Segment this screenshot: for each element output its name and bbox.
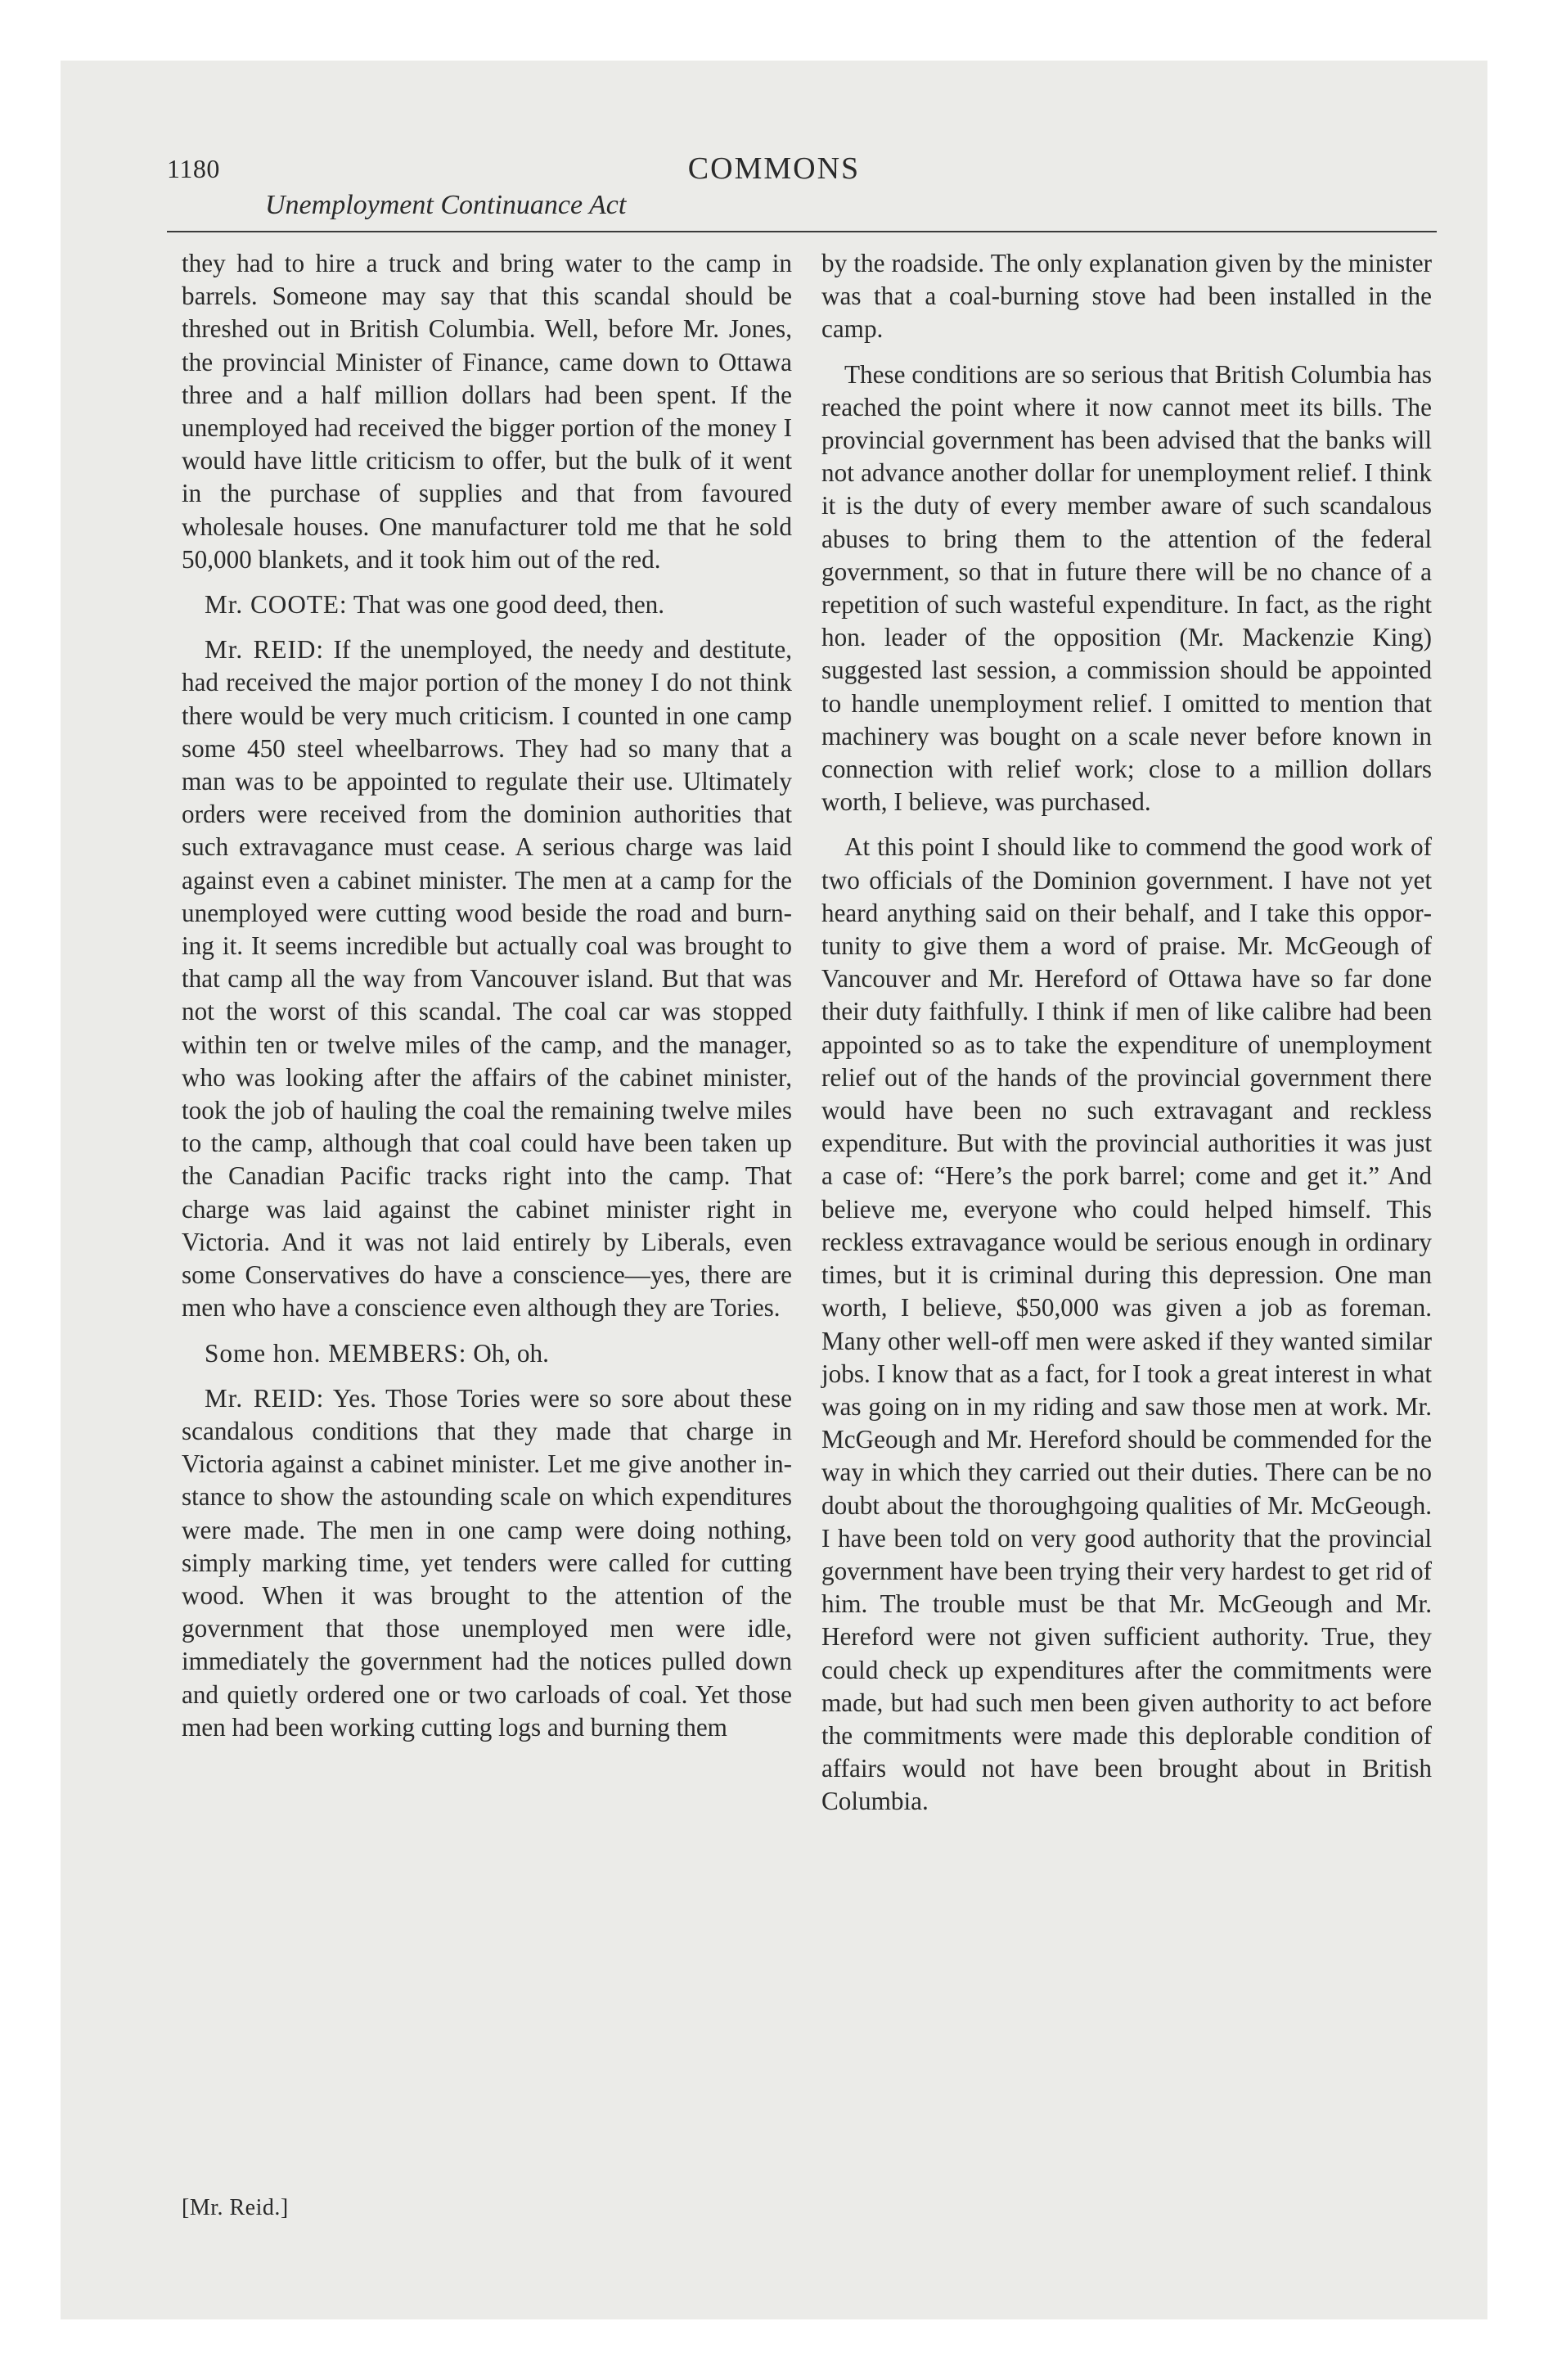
- speaker-label: Some hon. MEMBERS:: [205, 1338, 467, 1368]
- paragraph-conditions: These conditions are so serious that British Columbia has reached the point where it now cannot meet its bills. The provincial government has been advised that the banks will not advance another dollar for unemployment relief. I think it is the duty of every member aware of such scandalous abuses to bring them to the attention of the federal government, so that in future there will be no chance of a repetition of such wasteful expenditure. In fact, as the right hon. leader of the opposition (Mr. Mackenzie King) suggested last session, a commission should be appointed to handle unemployment relief. I omitted to mention that machinery was bought on a scale never before known in connection with relief work; close to a million dollars worth, I believe, was purchased.: [821, 359, 1432, 817]
- paragraph-members: Some hon. MEMBERS: Oh, oh.: [205, 1338, 549, 1368]
- page-header-chamber: COMMONS: [687, 151, 861, 186]
- paragraph-commend: At this point I should like to commend the good work of two officials of the Dominion government. I have not yet heard anything said on their behalf, and I take this opportunity to give them a word of praise. Mr. McGeough of Vancouver and Mr. Hereford of Ottawa have so far done their duty faithfully. I think if men of like calibre had been appointed so as to take the expenditure of unemployment relief out of the hands of the provincial government there would have been no such extravagant and reckless expenditure. But with the provincial authorities it was just a case of: “Here’s the pork barrel; come and get it.” And believe me, everyone who could helped himself. This reckless extravagance would be serious enough in ordinary times, but it is criminal during this depression. One man worth, I believe, $50,000 was given a job as foreman. Many other well-off men were asked if they wanted similar jobs. I know that as a fact, for I took a great interest in what was going on in my riding and saw those men at work. Mr. McGeough and Mr. Hereford should be commended for the way in which they carried out their duties. There can be no doubt about the thoroughgoing qualities of Mr. McGeough. I have been told on very good authority that the provincial government have been trying their very hardest to get rid of him. The trouble must be that Mr. McGeough and Mr. Hereford were not given sufficient authority. True, they could check up expenditures after the commitments were made, but had such men been given authority to act before the commitments were made this deplorable condition of affairs would not have been brought about in British Columbia.: [821, 832, 1432, 1816]
- header-rule: [167, 231, 1437, 232]
- left-column: [182, 247, 792, 1744]
- paragraph-continuation: by the roadside. The only explanation given by the minister was that a coal-burning stove had been installed in the camp.: [821, 249, 1432, 344]
- speaker-label: Mr. COOTE:: [205, 590, 348, 620]
- paragraph-continuation: they had to hire a truck and bring water to the camp in barrels. Someone may say that this scandal should be threshed out in British Columbia. Well, before Mr. Jones, the provincial Minister of Finance, came down to Ottawa three and a half million dollars had been spent. If the unemployed had received the bigger portion of the money I would have little criticism to offer, but the bulk of it went in the purchase of supplies and that from favoured wholesale houses. One manufacturer told me that he sold 50,000 blankets, and it took him out of the red.: [182, 249, 792, 574]
- page-number: 1180: [167, 154, 220, 183]
- paragraph-coote: Mr. COOTE: That was one good deed, then.: [205, 590, 665, 620]
- speaker-label: Mr. REID:: [205, 1383, 325, 1413]
- right-column: [821, 247, 1432, 1819]
- paragraph-reid-1: Mr. REID: If the unemployed, the needy and destitute, had received the major portion of the money I do not think there would be very much criticism. I counted in one camp some 450 steel wheelbarrows. They had so many that a man was to be appointed to regulate their use. Ultimately orders were received from the dominion authorities that such extravagance must cease. A serious charge was laid against even a cabinet minister. The men at a camp for the unemployed were cutting wood beside the road and burning it. It seems incredible but actually coal was brought to that camp all the way from Vancouver island. But that was not the worst of this scandal. The coal car was stopped within ten or twelve miles of the camp, and the manager, who was looking after the affairs of the cabinet minister, took the job of hauling the coal the remaining twelve miles to the camp, although that coal could have been taken up the Canadian Pacific tracks right into the camp. That charge was laid against the cabinet minister right in Victoria. And it was not laid entirely by Liberals, even some Conservatives do have a conscience—yes, there are men who have a conscience even although they are Tories.: [182, 635, 793, 1323]
- footer-attribution: [Mr. Reid.]: [182, 2195, 289, 2220]
- paragraph-reid-2: Mr. REID: Yes. Those Tories were so sore about these scandalous conditions that they made that charge in Victoria against a cabinet minister. Let me give another instance to show the astounding scale on which expenditures were made. The men in one camp were doing nothing, simply marking time, yet tenders were called for cutting wood. When it was brought to the attention of the government that those unemployed men were idle, immediately the government had the notices pulled down and quietly ordered one or two carloads of coal. Yet those men had been working cutting logs and burning them: [182, 1383, 792, 1742]
- running-title: Unemployment Continuance Act: [265, 190, 627, 220]
- speaker-label: Mr. REID:: [205, 635, 325, 665]
